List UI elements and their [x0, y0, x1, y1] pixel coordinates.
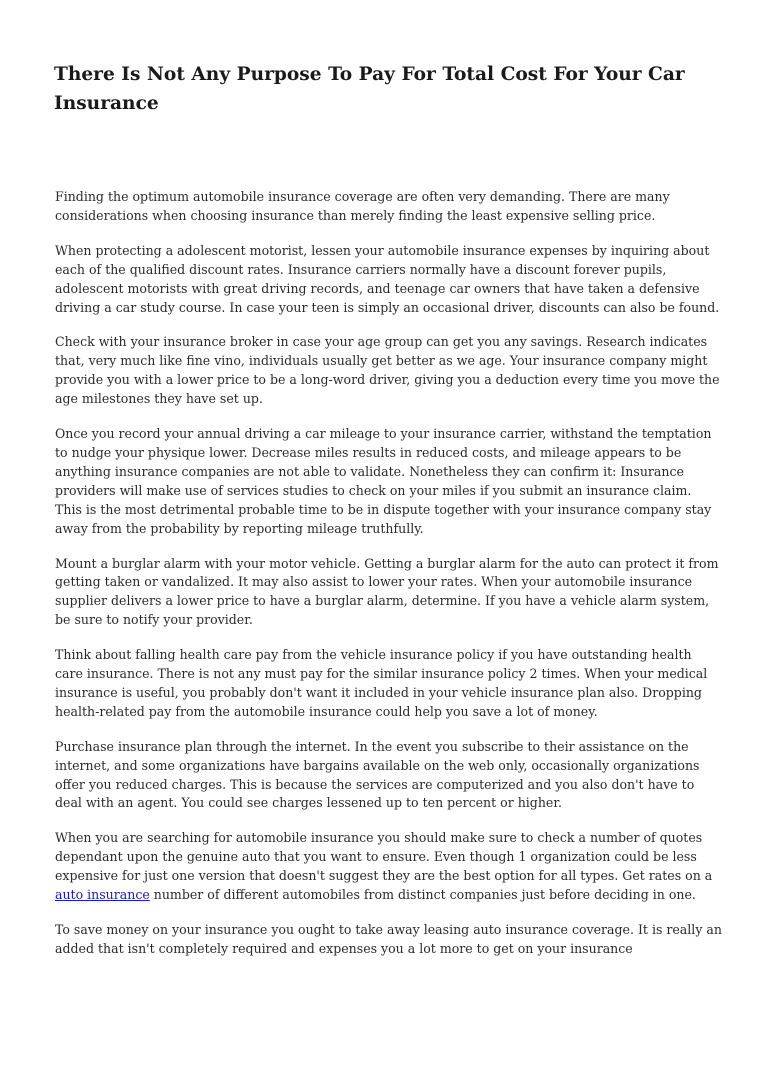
paragraph-1: Finding the optimum automobile insurance coverage are often very demanding. There are many considerations when choosing insurance than merely finding the least expensive selling price.: [55, 189, 670, 223]
document-body: [55, 188, 722, 975]
paragraph-7: Purchase insurance plan through the internet. In the event you subscribe to their assistance on the internet, and some organizations have bargains available on the web only, occasionally organizations offer you reduced charges. This is because the services are computerized and you also don't have to deal with an agent. You could see charges lessened up to ten percent or higher.: [55, 738, 700, 811]
paragraph-8: [55, 829, 722, 905]
paragraph-6: Think about falling health care pay from the vehicle insurance policy if you have outstanding health care insurance. There is not any must pay for the similar insurance policy 2 times. When your medical insurance is useful, you probably don't want it included in your vehicle insurance plan also. Dropping health-related pay from the automobile insurance could help you save a lot of money.: [55, 647, 708, 719]
paragraph-2: When protecting a adolescent motorist, lessen your automobile insurance expenses by inquiring about each of the qualified discount rates. Insurance carriers normally have a discount forever pupils, adolescent motorists with great driving records, and teenage car owners that have taken a defensive driving a car study course. In case your teen is simply an occasional driver, discounts can also be found.: [55, 242, 720, 315]
paragraph-5: Mount a burglar alarm with your motor vehicle. Getting a burglar alarm for the auto can protect it from getting taken or vandalized. It may also assist to lower your rates. When your automobile insurance supplier delivers a lower price to have a burglar alarm, determine. If you have a vehicle alarm system, be sure to notify your provider.: [55, 555, 719, 628]
paragraph-9: To save money on your insurance you ought to take away leasing auto insurance coverage. It is really an added that isn't completely required and expenses you a lot more to get on your insurance: [55, 922, 722, 956]
paragraph-4: Once you record your annual driving a car mileage to your insurance carrier, withstand the temptation to nudge your physique lower. Decrease miles results in reduced costs, and mileage appears to be anything insurance companies are not able to validate. Nonetheless they can confirm it: Insurance providers will make use of services studies to check on your miles if you submit an insurance claim. This is the most detrimental probable time to be in dispute together with your insurance company stay away from the probability by reporting mileage truthfully.: [55, 426, 712, 536]
paragraph-8-text-after: number of different automobiles from distinct companies just before deciding in one.: [149, 887, 696, 903]
paragraph-3: Check with your insurance broker in case your age group can get you any savings. Research indicates that, very much like fine vino, individuals usually get better as we age. Your insurance company might provide you with a lower price to be a long-word driver, giving you a deduction every time you move the age milestones they have set up.: [55, 334, 720, 407]
document-title: There Is Not Any Purpose To Pay For Total Cost For Your Car Insurance: [54, 64, 685, 114]
paragraph-8-text-before: When you are searching for automobile insurance you should make sure to check a number of quotes dependant upon the genuine auto that you want to ensure. Even though 1 organization could be less expensive for just one version that doesn't suggest they are the best option for all types. Get rates on a: [55, 830, 713, 884]
auto-insurance-link[interactable]: auto insurance: [55, 887, 150, 903]
